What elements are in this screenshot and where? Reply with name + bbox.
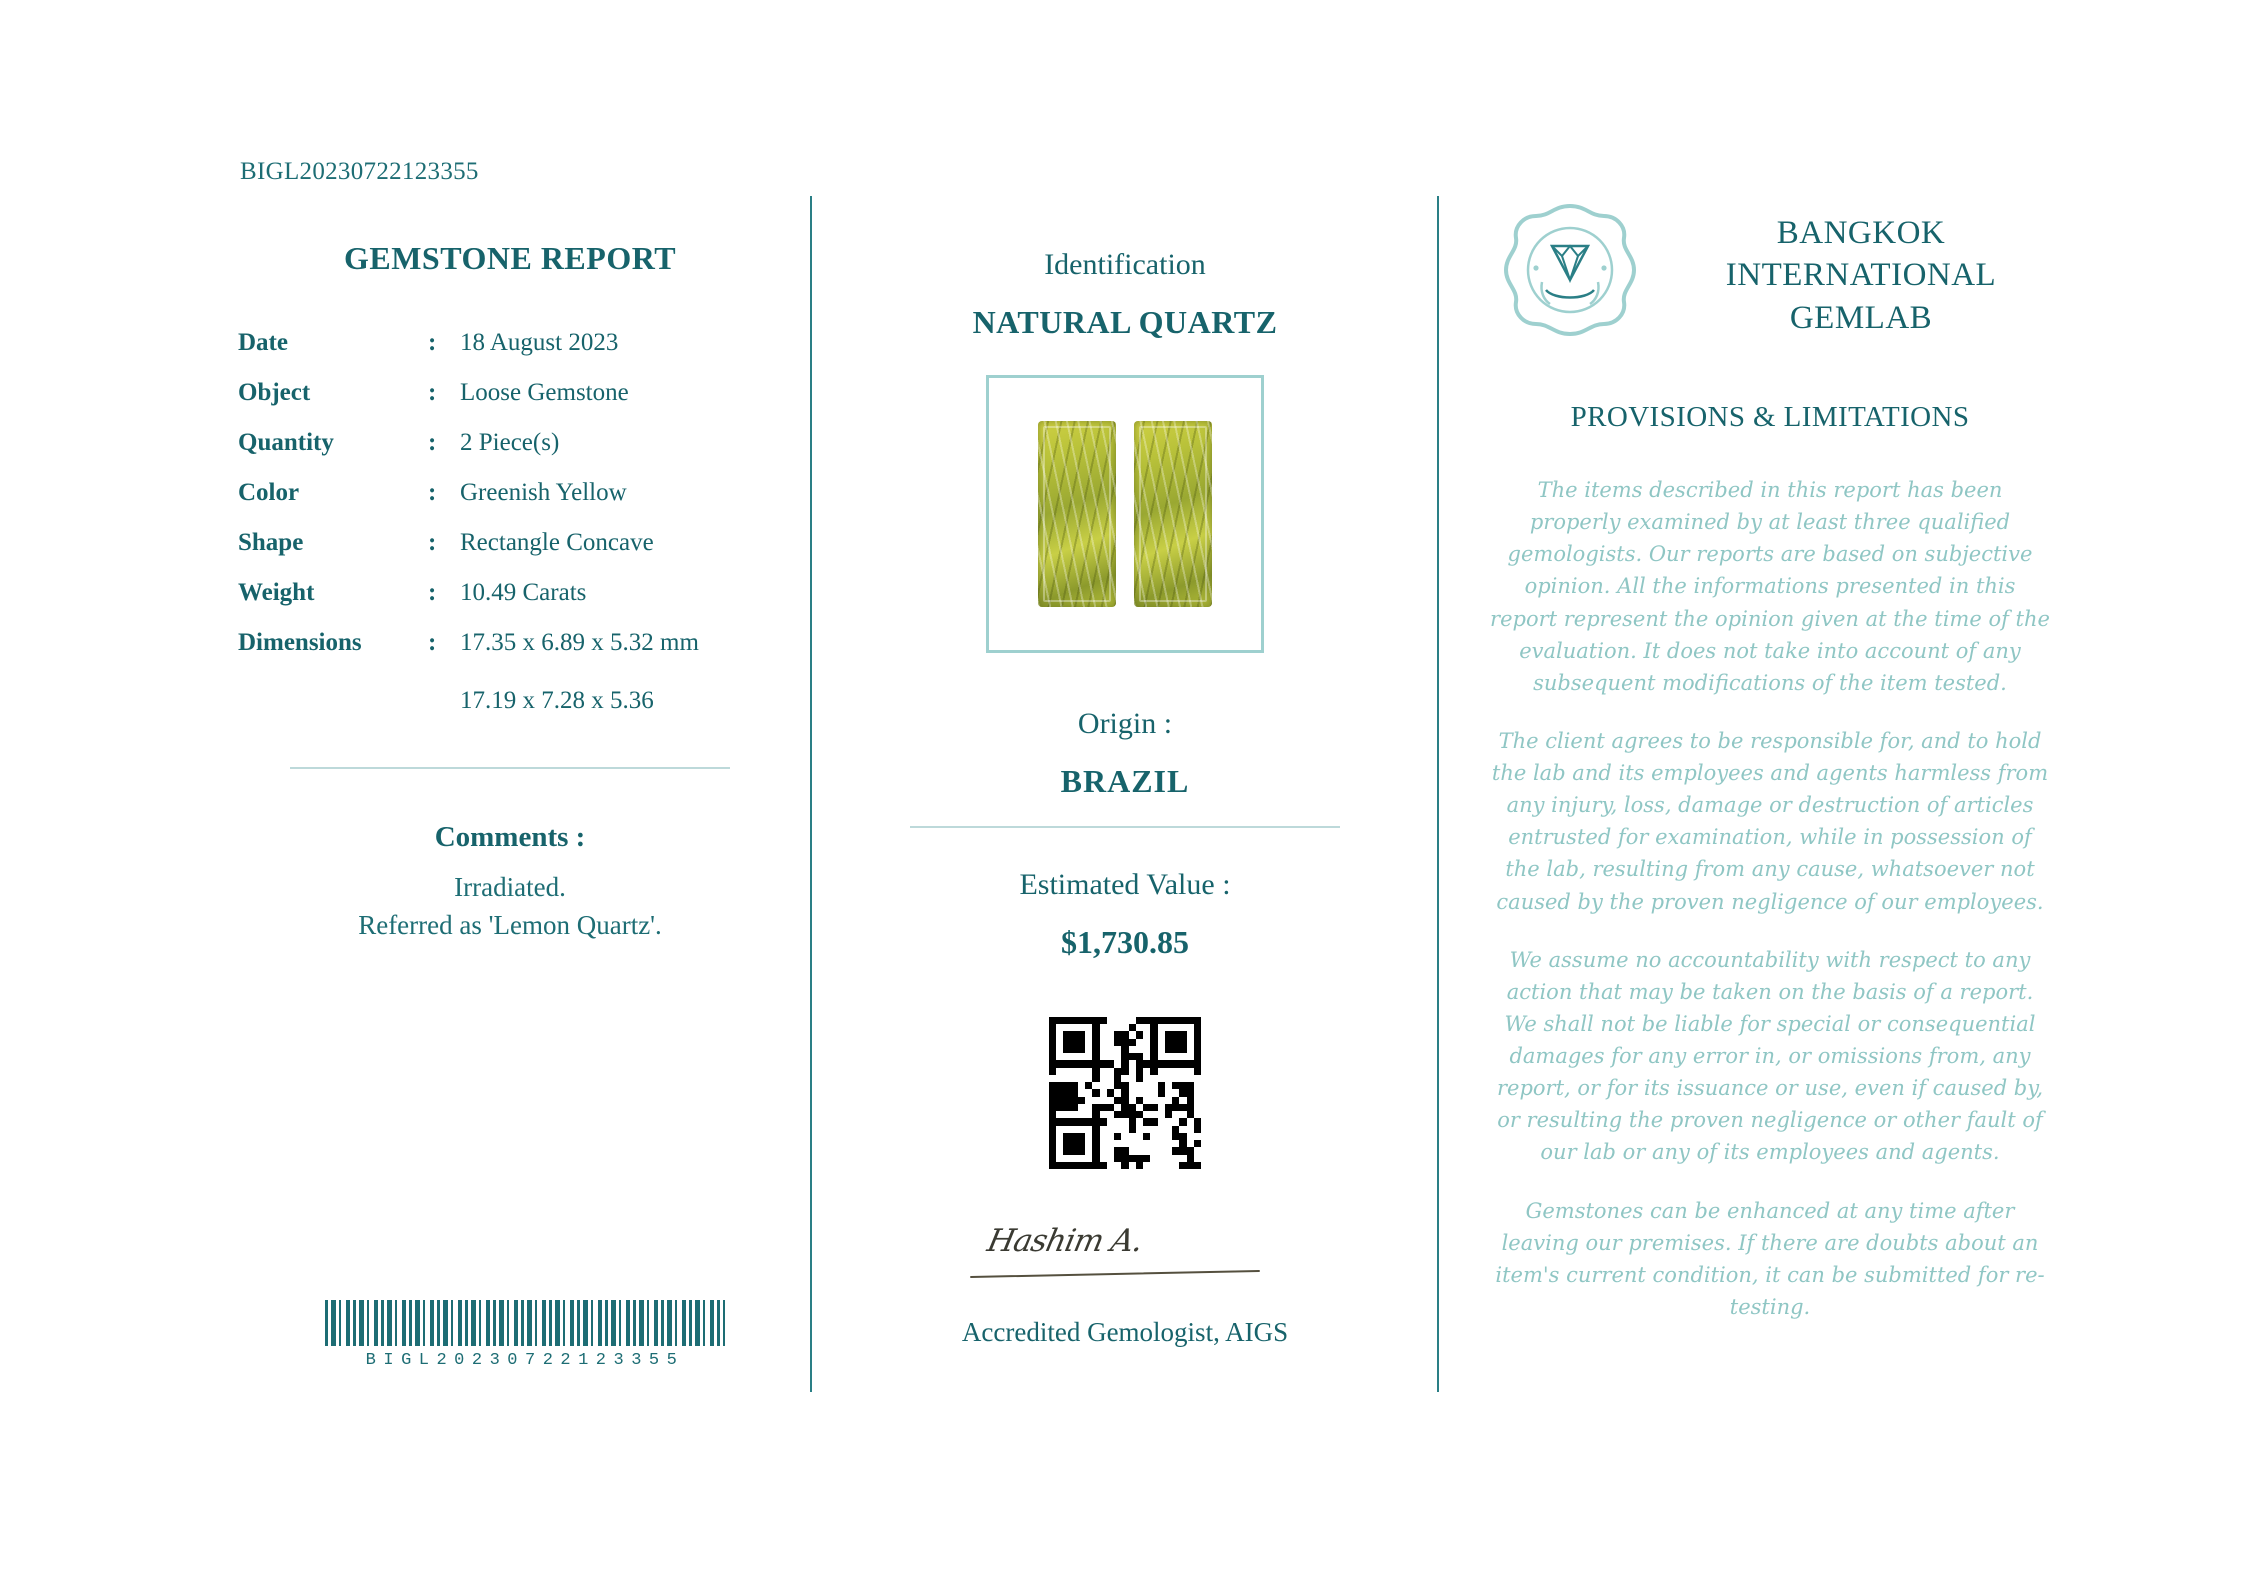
brand-line-3: GEMLAB xyxy=(1789,299,1933,336)
spec-value-shape: Rectangle Concave xyxy=(460,529,654,556)
signature xyxy=(960,1221,1290,1291)
gemstone-photo xyxy=(986,375,1264,653)
gemstone-2 xyxy=(1134,421,1212,607)
report-number: BIGL20230722123355 xyxy=(240,158,479,185)
brand-line-1: BANGKOK xyxy=(1776,215,1946,252)
estimated-value-amount: $1,730.85 xyxy=(1061,924,1189,960)
spec-value-color: Greenish Yellow xyxy=(460,479,627,506)
spec-label-quantity: Quantity xyxy=(238,429,334,456)
spec-label-color: Color xyxy=(238,479,300,506)
section-divider xyxy=(290,767,730,769)
barcode-bars xyxy=(325,1300,725,1346)
table-row xyxy=(238,579,699,629)
comments-body xyxy=(230,868,790,945)
barcode xyxy=(325,1300,725,1370)
table-row xyxy=(238,329,699,379)
spec-label-dimensions: Dimensions xyxy=(238,629,362,656)
spec-label-date: Date xyxy=(238,329,288,356)
spec-label-object: Object xyxy=(238,379,311,406)
table-row xyxy=(238,479,699,529)
spec-separator: : xyxy=(428,579,437,606)
spec-value-weight: 10.49 Carats xyxy=(460,579,587,606)
provision-paragraph-2: The client agrees to be responsible for, and to hold the lab and its employees and agents harmless from any injury, loss, damage or destruction of articles entrusted for examination, while in possession of the lab, resulting from any cause, whatsoever not caused by the proven negligence of our employees. xyxy=(1491,728,2049,914)
qr-code[interactable] xyxy=(1049,1017,1201,1169)
origin-label: Origin : xyxy=(1077,707,1173,740)
estimated-value-label: Estimated Value : xyxy=(1019,868,1231,901)
provisions-body xyxy=(1490,474,2050,1323)
spec-value-object: Loose Gemstone xyxy=(460,379,629,406)
gemstone-specifications-table xyxy=(238,329,699,737)
gemlab-seal-icon xyxy=(1490,198,1650,353)
comments-title: Comments : xyxy=(434,821,586,853)
signature-text: Hashim A. xyxy=(984,1223,1146,1259)
left-column xyxy=(230,240,790,945)
provision-paragraph-4: Gemstones can be enhanced at any time after leaving our premises. If there are doubts about an item's current condition, it can be submitted for re-testing. xyxy=(1495,1198,2045,1319)
comments-line-2: Referred as 'Lemon Quartz'. xyxy=(358,910,662,941)
spec-label-shape: Shape xyxy=(238,529,304,556)
table-row xyxy=(238,529,699,579)
spec-separator: : xyxy=(428,629,437,656)
spec-label-weight: Weight xyxy=(238,579,315,606)
spec-value-dimensions: 17.35 x 6.89 x 5.32 mm xyxy=(460,629,699,656)
brand-line-2: INTERNATIONAL xyxy=(1725,257,1997,294)
spec-separator: : xyxy=(428,329,437,356)
spec-value-date: 18 August 2023 xyxy=(460,329,619,356)
column-divider-right xyxy=(1437,196,1439,1392)
signature-line xyxy=(970,1270,1260,1278)
identification-label: Identification xyxy=(1044,248,1206,281)
spec-value-quantity: 2 Piece(s) xyxy=(460,429,560,456)
spec-separator: : xyxy=(428,529,437,556)
spec-separator: : xyxy=(428,379,437,406)
barcode-number: BIGL20230722123355 xyxy=(365,1351,685,1370)
provision-paragraph-1: The items described in this report has been properly examined by at least three qualified gemologists. Our reports are based on subjective opinion. All the informations presented in this report represent the opinion given at the time of the evaluation. It does not take into account of any subsequent modifications of the item tested. xyxy=(1490,478,2050,695)
identification-value: NATURAL QUARTZ xyxy=(972,304,1278,340)
section-divider xyxy=(910,826,1340,828)
origin-value: BRAZIL xyxy=(1060,763,1190,799)
brand-header xyxy=(1490,198,2050,353)
right-column xyxy=(1490,198,2050,1323)
spec-separator: : xyxy=(428,429,437,456)
table-row xyxy=(238,429,699,479)
provision-paragraph-3: We assume no accountability with respect to any action that may be taken on the basis of a report. We shall not be liable for special or consequential damages for any error in, or omissions from, any report, or for its issuance or use, even if caused by, or resulting the proven negligence or other fault of our lab or any of its employees and agents. xyxy=(1496,947,2044,1165)
provisions-title: PROVISIONS & LIMITATIONS xyxy=(1570,401,1970,433)
page-title: GEMSTONE REPORT xyxy=(343,240,677,276)
signature-caption: Accredited Gemologist, AIGS xyxy=(961,1317,1289,1347)
middle-column xyxy=(880,248,1370,1348)
column-divider-left xyxy=(810,196,812,1392)
table-row xyxy=(238,379,699,429)
brand-title xyxy=(1672,212,2050,339)
spec-value-dimensions-second: 17.19 x 7.28 x 5.36 xyxy=(460,687,654,714)
comments-line-1: Irradiated. xyxy=(454,872,566,902)
spec-separator: : xyxy=(428,479,437,506)
gemstone-1 xyxy=(1038,421,1116,607)
table-row xyxy=(238,629,699,679)
table-row xyxy=(238,679,699,737)
